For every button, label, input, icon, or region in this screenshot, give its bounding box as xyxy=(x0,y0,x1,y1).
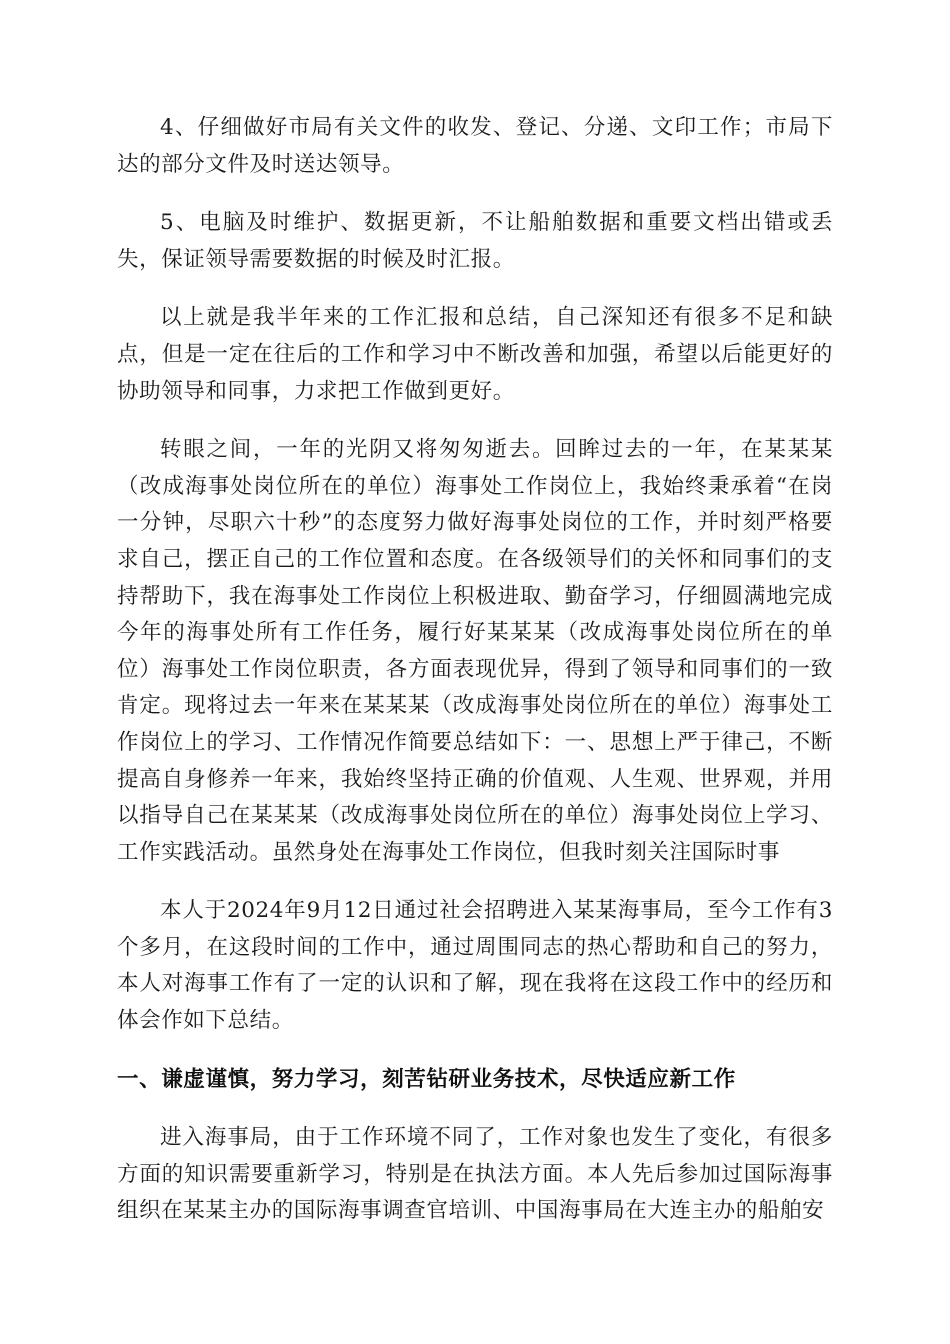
section-heading: 一、谦虚谨慎，努力学习，刻苦钻研业务技术，尽快适应新工作 xyxy=(117,1066,736,1092)
paragraph-introduction: 本人于2024年9月12日通过社会招聘进入某某海事局，至今工作有3个多月，在这段时间的工作中，通过周围同志的热心帮助和自己的努力，本人对海事工作有了一定的认识和了解，现在我将在这段工作中的经历和体会作如下总结。 xyxy=(117,898,833,1034)
paragraph-item-4: 4、仔细做好市局有关文件的收发、登记、分递、文印工作；市局下达的部分文件及时送达领导。 xyxy=(117,115,833,177)
document-body xyxy=(117,110,833,1252)
paragraph-summary: 以上就是我半年来的工作汇报和总结，自己深知还有很多不足和缺点，但是一定在往后的工作和学习中不断改善和加强，希望以后能更好的协助领导和同事，力求把工作做到更好。 xyxy=(117,305,833,404)
paragraph-section-body: 进入海事局，由于工作环境不同了，工作对象也发生了变化，有很多方面的知识需要重新学习，特别是在执法方面。本人先后参加过国际海事组织在某某主办的国际海事调查官培训、中国海事局在大连主办的船舶安 xyxy=(117,1125,833,1224)
paragraph-item-5: 5、电脑及时维护、数据更新，不让船舶数据和重要文档出错或丢失，保证领导需要数据的时候及时汇报。 xyxy=(117,210,833,272)
paragraph-annual-review: 转眼之间，一年的光阴又将匆匆逝去。回眸过去的一年，在某某某（改成海事处岗位所在的单位）海事处工作岗位上，我始终秉承着“在岗一分钟，尽职六十秒”的态度努力做好海事处岗位的工作，并时刻严格要求自己，摆正自己的工作位置和态度。在各级领导们的关怀和同事们的支持帮助下，我在海事处工作岗位上积极进取、勤奋学习，仔细圆满地完成今年的海事处所有工作任务，履行好某某某（改成海事处岗位所在的单位）海事处工作岗位职责，各方面表现优异，得到了领导和同事们的一致肯定。现将过去一年来在某某某（改成海事处岗位所在的单位）海事处工作岗位上的学习、工作情况作简要总结如下：一、思想上严于律己，不断提高自身修养一年来，我始终坚持正确的价值观、人生观、世界观，并用以指导自己在某某某（改成海事处岗位所在的单位）海事处岗位上学习、工作实践活动。虽然身处在海事处工作岗位，但我时刻关注国际时事 xyxy=(117,437,833,865)
